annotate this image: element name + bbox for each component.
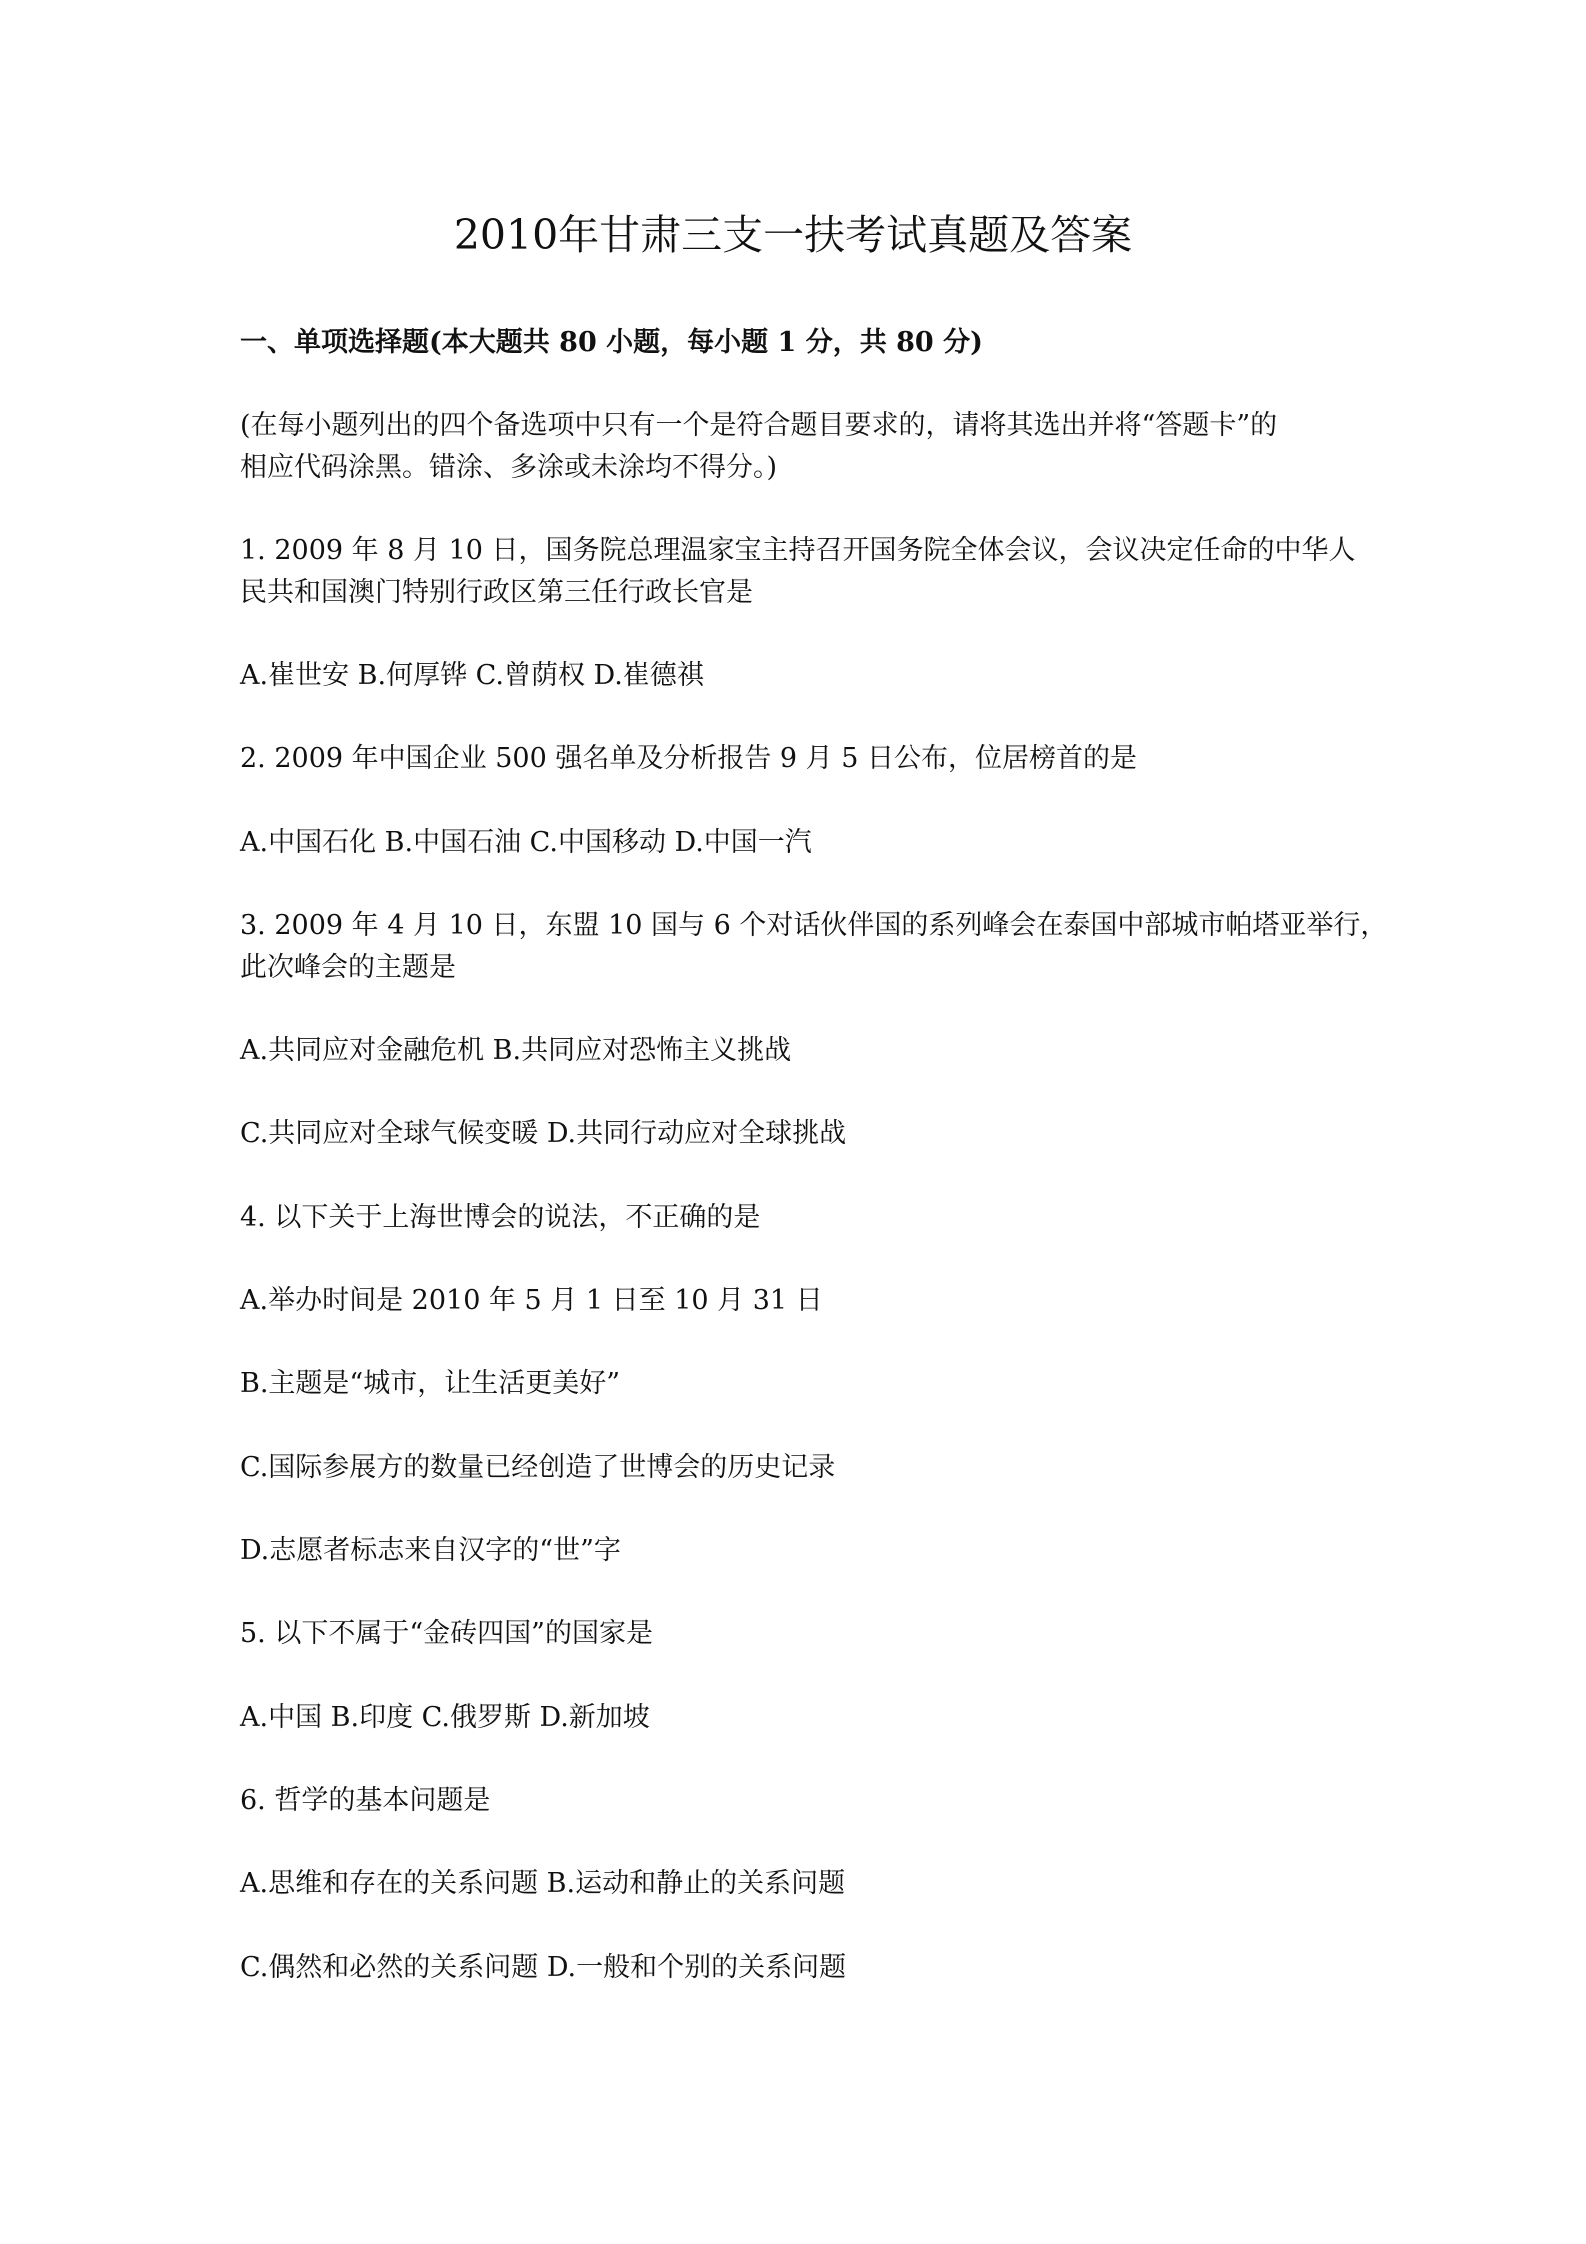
question-1-options: A.崔世安 B.何厚铧 C.曾荫权 D.崔德祺 [240,660,704,691]
question-4: 4. 以下关于上海世博会的说法，不正确的是 [240,1202,761,1233]
question-5: 5. 以下不属于“金砖四国”的国家是 [240,1618,653,1649]
question-2-options: A.中国石化 B.中国石油 C.中国移动 D.中国一汽 [240,827,812,858]
question-4-option-c: C.国际参展方的数量已经创造了世博会的历史记录 [240,1452,836,1483]
question-1-line-2: 民共和国澳门特别行政区第三任行政长官是 [240,577,753,608]
question-4-option-d: D.志愿者标志来自汉字的“世”字 [240,1535,621,1566]
question-6: 6. 哲学的基本问题是 [240,1785,491,1816]
question-4-option-a: A.举办时间是 2010 年 5 月 1 日至 10 月 31 日 [240,1285,823,1316]
document-title: 2010年甘肃三支一扶考试真题及答案 [453,211,1133,259]
question-1-line-1: 1. 2009 年 8 月 10 日，国务院总理温家宝主持召开国务院全体会议，会议决定任命的中华人 [240,535,1356,566]
question-4-option-b: B.主题是“城市，让生活更美好” [240,1368,621,1399]
question-3-line-2: 此次峰会的主题是 [240,952,456,983]
instruction-line-2: 相应代码涂黑。错涂、多涂或未涂均不得分。) [240,452,778,483]
question-6-options-ab: A.思维和存在的关系问题 B.运动和静止的关系问题 [240,1868,846,1899]
question-3-line-1: 3. 2009 年 4 月 10 日，东盟 10 国与 6 个对话伙伴国的系列峰会在泰国中部城市帕塔亚举行， [240,910,1388,941]
question-5-options: A.中国 B.印度 C.俄罗斯 D.新加坡 [240,1702,650,1733]
section-heading: 一、单项选择题(本大题共 80 小题，每小题 1 分，共 80 分) [240,327,983,358]
question-3-options-ab: A.共同应对金融危机 B.共同应对恐怖主义挑战 [240,1035,792,1066]
question-6-options-cd: C.偶然和必然的关系问题 D.一般和个别的关系问题 [240,1952,847,1983]
instruction-line-1: (在每小题列出的四个备选项中只有一个是符合题目要求的，请将其选出并将“答题卡”的 [240,410,1278,441]
question-3-options-cd: C.共同应对全球气候变暖 D.共同行动应对全球挑战 [240,1118,847,1149]
question-2: 2. 2009 年中国企业 500 强名单及分析报告 9 月 5 日公布，位居榜首的是 [240,743,1138,774]
